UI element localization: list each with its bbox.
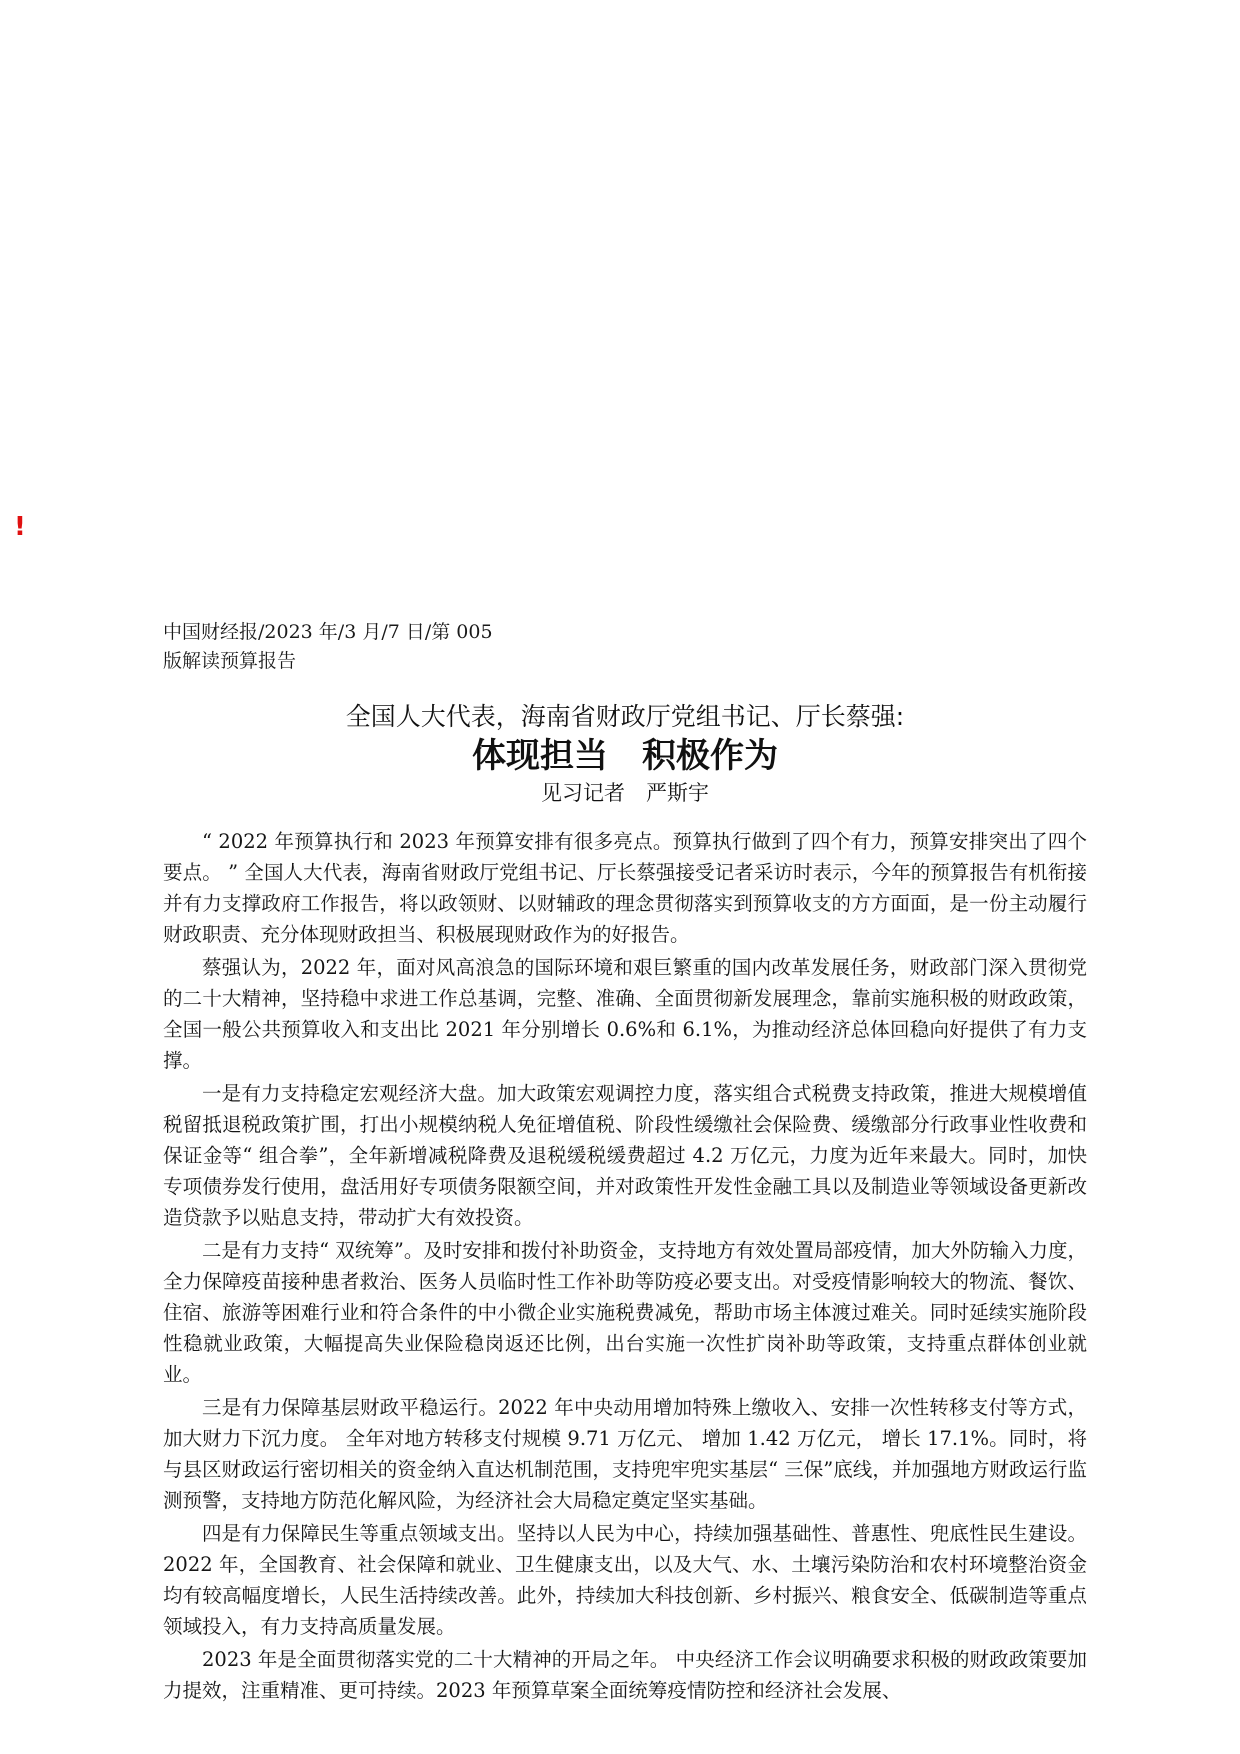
article-heading xyxy=(163,700,1087,808)
article-paragraph: 三是有力保障基层财政平稳运行。2022 年中央动用增加特殊上缴收入、安排一次性转移支付等方式， 加大财力下沉力度。 全年对地方转移支付规模 9.71 万亿元、 增加 1.42 万亿元， 增长 17.1%。同时，将与县区财政运行密切相关的资金纳入直达机制范围，支持兜牢兜实基层“ 三保”底线，并加强地方财政运行监测预警，支持地方防范化解风险，为经济社会大局稳定奠定坚实基础。 xyxy=(163,1396,1087,1512)
article-paragraph: 四是有力保障民生等重点领域支出。坚持以人民为中心，持续加强基础性、普惠性、兜底性民生建设。2022 年，全国教育、社会保障和就业、卫生健康支出，以及大气、水、土壤污染防治和农村环境整治资金均有较高幅度增长，人民生活持续改善。此外，持续加大科技创新、乡村振兴、粮食安全、低碳制造等重点领域投入，有力支持高质量发展。 xyxy=(163,1522,1087,1638)
article-body xyxy=(163,826,1087,1708)
article-byline: 见习记者 严斯宇 xyxy=(541,781,709,805)
source-line-1: 中国财经报/2023 年/3 月/7 日/第 005 xyxy=(163,621,493,643)
article-paragraph: 二是有力支持“ 双统筹”。及时安排和拨付补助资金，支持地方有效处置局部疫情，加大外防输入力度，全力保障疫苗接种患者救治、医务人员临时性工作补助等防疫必要支出。对受疫情影响较大的物流、餐饮、住宿、旅游等困难行业和符合条件的中小微企业实施税费减免，帮助市场主体渡过难关。同时延续实施阶段性稳就业政策，大幅提高失业保险稳岗返还比例，出台实施一次性扩岗补助等政策，支持重点群体创业就业。 xyxy=(163,1239,1087,1386)
article-paragraph: 一是有力支持稳定宏观经济大盘。加大政策宏观调控力度，落实组合式税费支持政策，推进大规模增值税留抵退税政策扩围，打出小规模纳税人免征增值税、阶段性缓缴社会保险费、缓缴部分行政事业性收费和保证金等“ 组合拳”，全年新增减税降费及退税缓税缓费超过 4.2 万亿元，力度为近年来最大。同时，加快专项债券发行使用，盘活用好专项债务限额空间，并对政策性开发性金融工具以及制造业等领域设备更新改造贷款予以贴息支持，带动扩大有效投资。 xyxy=(163,1082,1087,1229)
article-paragraph: 蔡强认为，2022 年，面对风高浪急的国际环境和艰巨繁重的国内改革发展任务，财政部门深入贯彻党的二十大精神，坚持稳中求进工作总基调，完整、准确、全面贯彻新发展理念，靠前实施积极的财政政策，全国一般公共预算收入和支出比 2021 年分别增长 0.6%和 6.1%，为推动经济总体回稳向好提供了有力支撑。 xyxy=(163,956,1087,1072)
article-subtitle: 全国人大代表，海南省财政厅党组书记、厅长蔡强: xyxy=(345,702,905,731)
article-title: 体现担当 积极作为 xyxy=(472,736,778,776)
article-paragraph: 2023 年是全面贯彻落实党的二十大精神的开局之年。 中央经济工作会议明确要求积极的财政政策要加力提效，注重精准、更可持续。2023 年预算草案全面统筹疫情防控和经济社会发展、 xyxy=(163,1648,1087,1702)
source-citation xyxy=(163,618,493,676)
article-paragraph: “ 2022 年预算执行和 2023 年预算安排有很多亮点。预算执行做到了四个有力，预算安排突出了四个要点。 ” 全国人大代表，海南省财政厅党组书记、厅长蔡强接受记者采访时表示，今年的预算报告有机衔接并有力支撑政府工作报告，将以政领财、以财辅政的理念贯彻落实到预算收支的方方面面，是一份主动履行财政职责、充分体现财政担当、积极展现财政作为的好报告。 xyxy=(163,830,1087,946)
red-exclamation-mark: ! xyxy=(14,512,26,542)
source-line-2: 版解读预算报告 xyxy=(163,650,297,672)
